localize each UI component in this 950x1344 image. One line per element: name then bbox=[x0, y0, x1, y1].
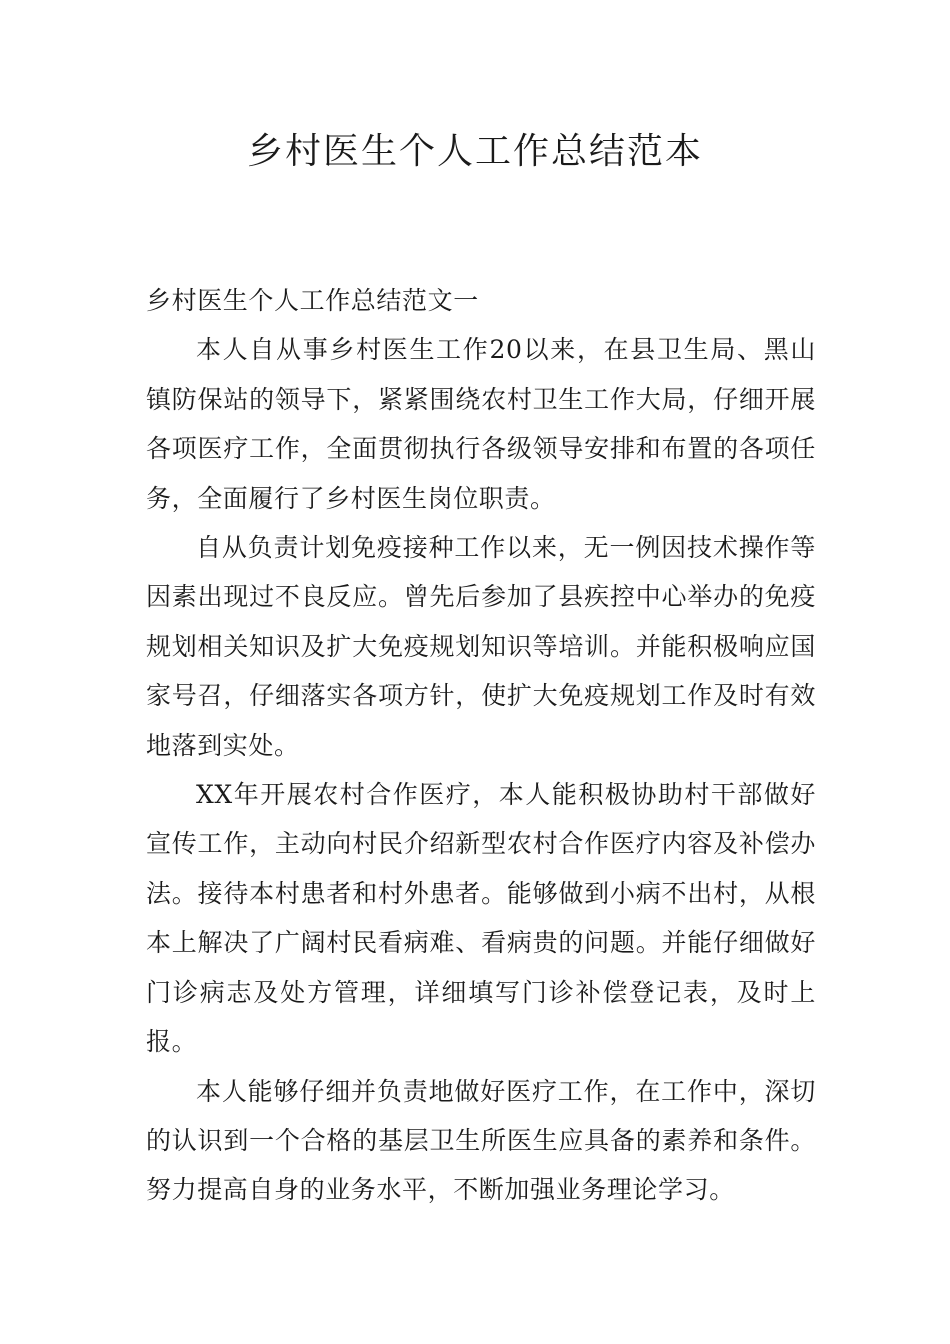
paragraph-1: 本人自从事乡村医生工作20以来，在县卫生局、黑山镇防保站的领导下，紧紧围绕农村卫生工作大局，仔细开展各项医疗工作，全面贯彻执行各级领导安排和布置的各项任务，全面履行了乡村医生岗位职责。 bbox=[146, 335, 816, 513]
paragraph-3: XX年开展农村合作医疗，本人能积极协助村干部做好宣传工作，主动向村民介绍新型农村合作医疗内容及补偿办法。接待本村患者和村外患者。能够做到小病不出村，从根本上解决了广阔村民看病难、看病贵的问题。并能仔细做好门诊病志及处方管理，详细填写门诊补偿登记表，及时上报。 bbox=[146, 780, 816, 1057]
section-subheading: 乡村医生个人工作总结范文一 bbox=[146, 286, 479, 315]
document-title: 乡村医生个人工作总结范本 bbox=[246, 131, 703, 172]
paragraph-2: 自从负责计划免疫接种工作以来，无一例因技术操作等因素出现过不良反应。曾先后参加了县疾控中心举办的免疫规划相关知识及扩大免疫规划知识等培训。并能积极响应国家号召，仔细落实各项方针，使扩大免疫规划工作及时有效地落到实处。 bbox=[146, 533, 816, 760]
paragraph-4: 本人能够仔细并负责地做好医疗工作，在工作中，深切的认识到一个合格的基层卫生所医生应具备的素养和条件。努力提高自身的业务水平，不断加强业务理论学习。 bbox=[146, 1076, 816, 1205]
document-body bbox=[146, 276, 816, 1215]
